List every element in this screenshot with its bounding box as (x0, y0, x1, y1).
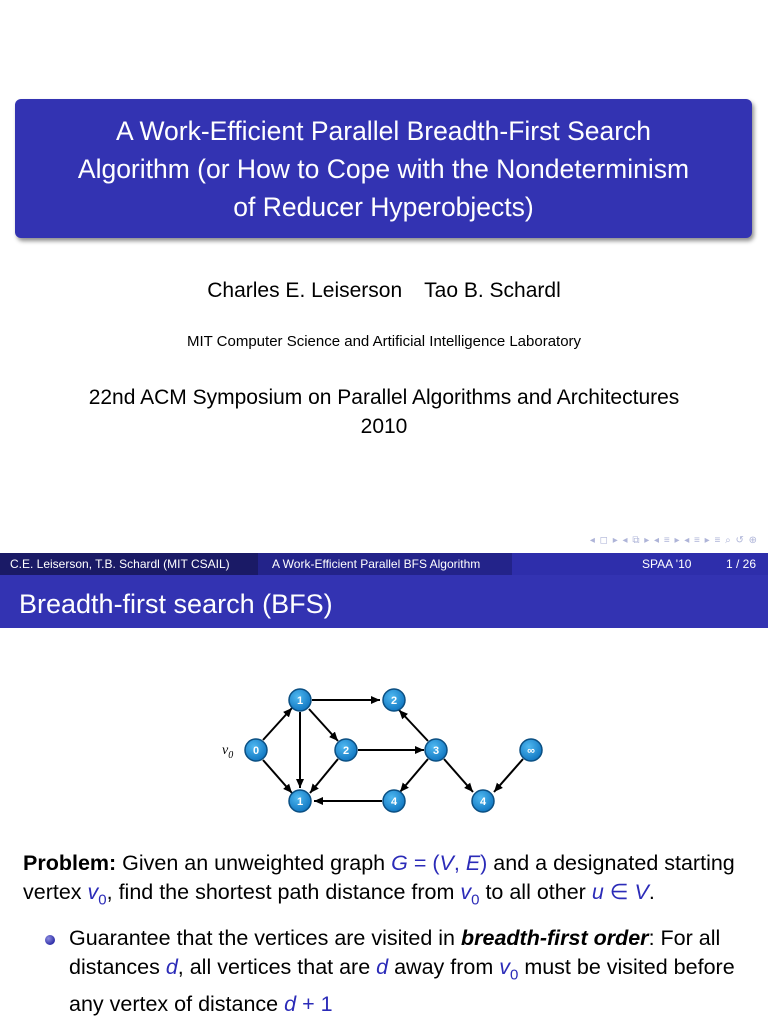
edge-3-to-4mid (400, 759, 428, 792)
authors (0, 279, 768, 303)
title-line-1: A Work-Efficient Parallel Breadth-First Search (115, 115, 652, 146)
problem-text-5: . (648, 880, 655, 904)
problem-text-3: , find the shortest path distance from (106, 880, 461, 904)
edge-1top-to-2mid (309, 709, 338, 741)
slide-footer (0, 553, 768, 575)
edge-0-to-1top (263, 708, 292, 740)
svg-text:1: 1 (296, 695, 304, 707)
math-v0-a: $v_0$ (87, 880, 107, 909)
node-3 (425, 739, 447, 761)
math-in: ∈ (603, 880, 635, 904)
bullet-text-3: , all vertices that are (177, 955, 377, 980)
conference-year: 2010 (360, 415, 408, 438)
footer-authors: C.E. Leiserson, T.B. Schardl (MIT CSAIL) (0, 553, 258, 575)
bullet-bold: breadth-first order (461, 926, 649, 951)
footer-page-number: 1 / 26 (725, 557, 756, 571)
edge-2mid-to-1bottom (310, 759, 338, 793)
svg-text:4: 4 (479, 796, 487, 808)
author-1: Charles E. Leiserson (207, 279, 403, 302)
math-v0-b: $v_0$ (460, 880, 480, 909)
title-line-2: Algorithm (or How to Cope with the Nondeterminism (77, 153, 690, 184)
edge-3-to-4right (444, 759, 473, 792)
title-line-3: of Reducer Hyperobjects) (233, 191, 534, 222)
bullet-text-1: Guarantee that the vertices are visited in (69, 926, 461, 951)
svg-text:2: 2 (342, 745, 350, 757)
math-comma: , (453, 851, 466, 875)
svg-text:0: 0 (252, 745, 260, 757)
bullet-text-4: away from (388, 955, 500, 980)
bullet-dot-icon (45, 935, 55, 945)
edge-0-to-1bottom (263, 760, 292, 793)
bullet-text-2: : For all distances (69, 926, 721, 980)
svg-text:2: 2 (390, 695, 398, 707)
node-2-mid (335, 739, 357, 761)
conference-name: 22nd ACM Symposium on Parallel Algorithms and Architectures (88, 386, 680, 409)
frame-title: Breadth-first search (BFS) (0, 575, 768, 628)
math-u: u (591, 880, 604, 904)
author-2: Tao B. Schardl (424, 279, 561, 302)
problem-text-1: Given an unweighted graph (116, 851, 392, 875)
conference-block (0, 383, 768, 441)
beamer-navigation-icons[interactable]: ◂ ◻ ▸ ◂ ⧉ ▸ ◂ ≡ ▸ ◂ ≡ ▸ ≡ ⌕ ↺ ⊕ (589, 535, 758, 546)
bullet-item-1 (23, 924, 753, 1018)
node-1-bottom (289, 790, 311, 812)
footer-right (512, 553, 768, 575)
math-eq: = ( (407, 851, 440, 875)
institution: MIT Computer Science and Artificial Intelligence Laboratory (186, 333, 582, 350)
math-d2: d (376, 955, 389, 980)
slide-body (23, 849, 753, 1019)
svg-text:4: 4 (390, 796, 398, 808)
bfs-graph (200, 670, 560, 820)
bullet-list (23, 924, 753, 1018)
edge-inf-to-4right (494, 759, 523, 792)
svg-text:∞: ∞ (527, 745, 535, 757)
svg-text:1: 1 (296, 796, 304, 808)
node-0 (245, 739, 267, 761)
problem-text-2: and a designated starting vertex (23, 851, 735, 904)
math-v0-c: $v_0$ (499, 955, 519, 984)
footer-conference: SPAA '10 (642, 557, 692, 571)
node-2-top (383, 689, 405, 711)
math-d1: d (165, 955, 178, 980)
math-plus-one: + 1 (296, 991, 333, 1016)
node-infinity (520, 739, 542, 761)
math-g: G (391, 851, 408, 875)
problem-statement (23, 849, 753, 914)
problem-label: Problem: (23, 851, 117, 875)
math-v2: V (634, 880, 649, 904)
math-e: E (465, 851, 481, 875)
svg-text:3: 3 (432, 745, 440, 757)
node-4-mid (383, 790, 405, 812)
node-4-right (472, 790, 494, 812)
edge-3-to-2top (399, 710, 428, 741)
title-banner (15, 99, 752, 238)
math-v: V (439, 851, 454, 875)
math-d3: d (284, 991, 297, 1016)
node-1-top (289, 689, 311, 711)
start-vertex-label: $v_0$ (222, 743, 234, 761)
bullet-text-5: must be visited before any vertex of distance (69, 955, 735, 1016)
math-close: ) (480, 851, 488, 875)
problem-text-4: to all other (479, 880, 592, 904)
footer-title: A Work-Efficient Parallel BFS Algorithm (258, 553, 512, 575)
